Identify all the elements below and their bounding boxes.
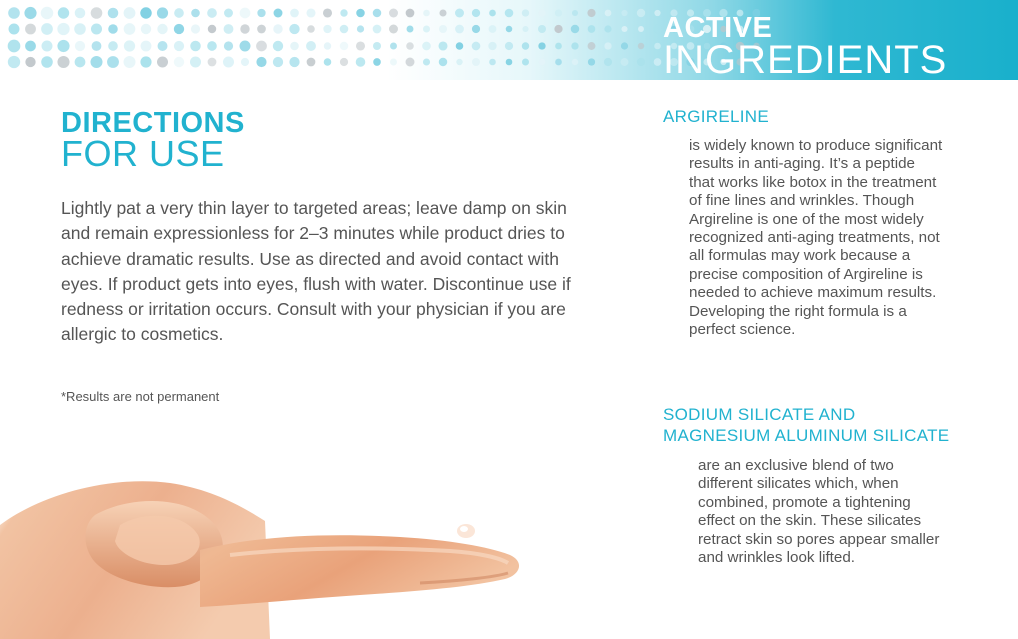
dot: [224, 41, 233, 50]
dot: [373, 9, 382, 18]
dot: [489, 25, 497, 33]
dot: [605, 10, 612, 17]
dot: [505, 9, 514, 18]
fingertip-with-cream-image: [0, 455, 540, 639]
dot: [439, 25, 447, 33]
dot: [406, 9, 415, 18]
dot: [25, 41, 36, 52]
directions-title: DIRECTIONS: [61, 107, 245, 139]
dot: [522, 42, 529, 49]
dot: [9, 24, 20, 35]
dot: [324, 42, 331, 49]
dot: [621, 42, 628, 49]
dot: [489, 59, 496, 66]
dot: [340, 25, 349, 34]
dot: [207, 41, 217, 51]
dot: [654, 43, 661, 50]
dot: [323, 25, 331, 33]
dot: [57, 40, 69, 52]
dot: [190, 56, 201, 67]
dot: [638, 43, 644, 49]
dot: [638, 26, 644, 32]
header-banner: [0, 0, 1018, 80]
dot: [572, 59, 578, 65]
dot: [157, 7, 168, 18]
dot: [373, 25, 382, 34]
dot: [538, 9, 545, 16]
dot: [572, 10, 578, 16]
dot: [307, 58, 316, 67]
dot: [75, 57, 86, 68]
dot: [423, 58, 430, 65]
dot: [124, 7, 136, 19]
dot: [506, 59, 513, 66]
dot: [588, 25, 596, 33]
dot: [307, 25, 315, 33]
dot: [273, 41, 283, 51]
dot: [489, 10, 496, 17]
dot: [522, 26, 528, 32]
dot: [58, 7, 69, 18]
dot: [456, 59, 462, 65]
dot: [190, 41, 201, 52]
dot: [174, 41, 184, 51]
dot: [108, 8, 119, 19]
dot: [555, 59, 562, 66]
dot: [439, 58, 447, 66]
dot: [91, 7, 103, 19]
dot: [8, 40, 21, 53]
dot: [472, 25, 480, 33]
dot: [42, 41, 53, 52]
dot: [539, 59, 546, 66]
dot: [158, 41, 168, 51]
dot: [472, 58, 480, 66]
dot: [390, 59, 397, 66]
dot: [289, 24, 299, 34]
dot: [522, 9, 529, 16]
dot: [323, 8, 332, 17]
ingredient-heading-silicates: [663, 404, 1003, 446]
dot: [223, 56, 234, 67]
dot: [191, 9, 200, 18]
dot: [273, 57, 283, 67]
dot: [587, 9, 595, 17]
dot: [24, 7, 36, 19]
dot: [273, 24, 282, 33]
dot: [157, 57, 168, 68]
dot: [25, 57, 35, 67]
dot: [357, 25, 364, 32]
dot: [91, 23, 102, 34]
dot: [390, 43, 397, 50]
dot: [505, 42, 513, 50]
dot: [257, 9, 265, 17]
ingredient-heading-line: SODIUM SILICATE AND: [663, 405, 856, 424]
dot: [455, 25, 464, 34]
dot: [340, 42, 348, 50]
dot: [423, 10, 430, 17]
dot: [604, 42, 611, 49]
dot: [571, 42, 578, 49]
dot: [438, 41, 447, 50]
dot: [256, 57, 266, 67]
dot: [241, 58, 249, 66]
dot: [588, 42, 596, 50]
dot: [455, 9, 464, 18]
active-ingredients-subtitle: INGREDIENTS: [663, 40, 948, 74]
dot: [174, 8, 184, 18]
dot: [57, 23, 69, 35]
dot: [75, 41, 85, 51]
dot: [306, 8, 315, 17]
dot: [174, 24, 184, 34]
dot: [653, 25, 661, 33]
dot: [423, 26, 430, 33]
dot: [389, 25, 398, 34]
dot: [75, 8, 86, 19]
dot: [422, 42, 431, 51]
directions-subtitle: FOR USE: [61, 133, 225, 174]
dot: [356, 9, 365, 18]
dot: [621, 10, 627, 16]
dot: [406, 58, 415, 67]
dot: [538, 42, 545, 49]
dot-pattern-decoration: [0, 0, 760, 80]
dot: [207, 8, 217, 18]
results-disclaimer: *Results are not permanent: [61, 389, 220, 404]
dot: [8, 56, 20, 68]
dot: [240, 41, 251, 52]
dot: [157, 24, 167, 34]
dot: [373, 58, 381, 66]
dot: [25, 24, 36, 35]
dot: [306, 41, 316, 51]
dot: [289, 57, 299, 67]
dot: [356, 41, 365, 50]
dot: [174, 57, 184, 67]
dot: [472, 42, 481, 51]
dot: [141, 24, 151, 34]
dot: [141, 41, 152, 52]
dot: [92, 41, 102, 51]
dot: [654, 10, 660, 16]
dot: [637, 9, 645, 17]
ingredient-text-silicates: are an exclusive blend of two different silicates which, when combined, promote a tightening effect on the skin. These silicates retract skin so pores appear smaller and wrinkles look lifted.: [698, 457, 940, 567]
dot: [555, 43, 562, 50]
dot: [588, 58, 595, 65]
dot: [90, 56, 102, 68]
dot: [124, 23, 136, 35]
dot: [108, 41, 118, 51]
dot: [472, 9, 480, 17]
dot: [506, 26, 513, 33]
dot: [274, 9, 283, 18]
dot: [256, 41, 267, 52]
dot: [554, 25, 562, 33]
ingredient-heading-argireline: ARGIRELINE: [663, 107, 769, 126]
dot: [604, 58, 612, 66]
dot: [57, 56, 69, 68]
dot: [224, 9, 233, 18]
dot: [257, 25, 266, 34]
dot: [240, 8, 251, 19]
dot: [140, 7, 151, 18]
dot: [224, 24, 234, 34]
dot: [208, 25, 216, 33]
dot: [406, 42, 414, 50]
dot: [290, 42, 299, 51]
dot: [8, 7, 20, 19]
dot: [356, 57, 366, 67]
dot: [373, 42, 381, 50]
ingredient-text-argireline: is widely known to produce significant results in anti-aging. It’s a peptide that works like botox in the treatment of fine lines and wrinkles. Though Argireline is one of the most widely recognized anti-aging treatments, not all formulas may work because a precise composition of Argireline is needed to achieve maximum results. Developing the right formula is a perfect science.: [689, 137, 943, 339]
dot: [654, 58, 662, 66]
dot: [340, 58, 348, 66]
dot: [107, 56, 119, 68]
directions-text: Lightly pat a very thin layer to targeted areas; leave damp on skin and remain expressionless for 2–3 minutes while product dries to achieve dramatic results. Use as directed and avoid contact with eyes. If product gets into eyes, flush with water. Discontinue use if redness or irritation occurs. Consult with your physician if you are allergic to cosmetics.: [61, 198, 571, 345]
dot: [522, 58, 529, 65]
dot: [208, 58, 217, 67]
dot: [621, 58, 629, 66]
dot: [621, 26, 627, 32]
dot: [290, 9, 299, 18]
dot: [41, 23, 53, 35]
active-ingredients-title: ACTIVE: [663, 12, 773, 44]
dot: [456, 42, 464, 50]
dot: [124, 56, 136, 68]
dot: [240, 24, 249, 33]
dot: [538, 25, 546, 33]
dot: [41, 56, 53, 68]
dot: [41, 7, 53, 19]
dot: [571, 25, 580, 34]
dot: [555, 9, 562, 16]
dot: [74, 23, 86, 35]
dot: [488, 42, 496, 50]
dot: [439, 9, 446, 16]
dot: [324, 58, 332, 66]
dot: [140, 56, 151, 67]
dot: [108, 24, 118, 34]
dot: [407, 26, 414, 33]
dot: [340, 9, 347, 16]
ingredient-heading-line: MAGNESIUM ALUMINUM SILICATE: [663, 426, 950, 445]
dot: [389, 9, 398, 18]
dot: [191, 24, 200, 33]
dot: [604, 25, 611, 32]
dot: [124, 40, 135, 51]
dot: [637, 58, 645, 66]
